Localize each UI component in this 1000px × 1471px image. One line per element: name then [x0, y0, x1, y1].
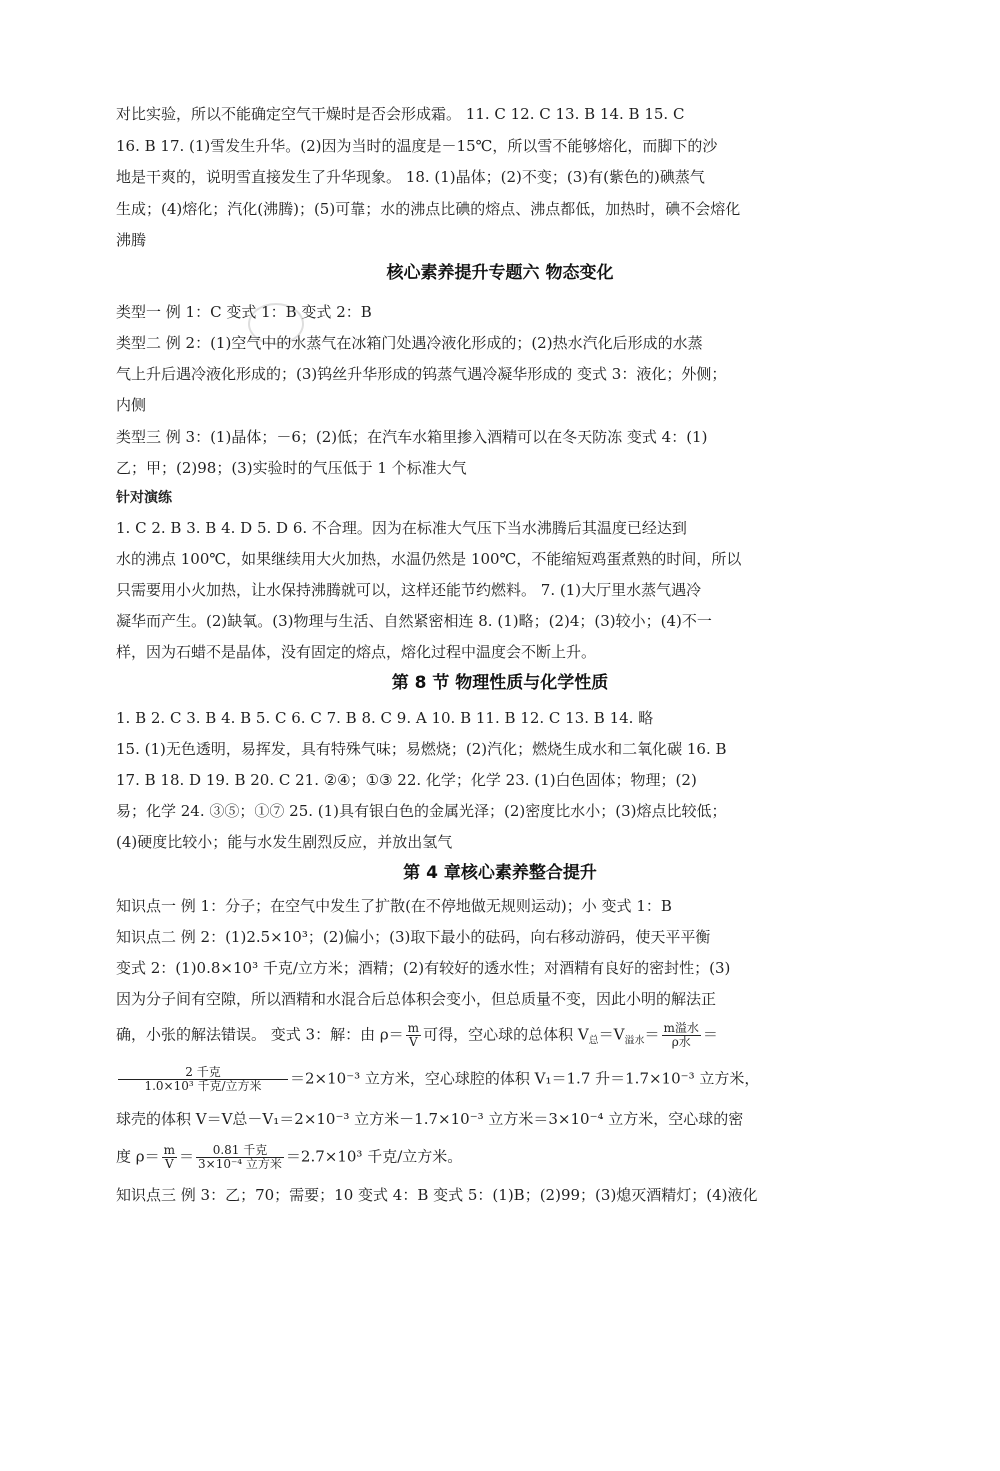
- text-line: 类型二 例 2：(1)空气中的水蒸气在冰箱门处遇冷液化形成的；(2)热水汽化后形成的水蒸: [116, 334, 703, 352]
- section-heading: 第 4 章核心素养整合提升: [403, 863, 597, 883]
- fraction: $\frac{\text{m溢水}}{\text{ρ水}}$: [663, 1021, 699, 1049]
- text-line: 1. B 2. C 3. B 4. B 5. C 6. C 7. B 8. C 9. A 10. B 11. B 12. C 13. B 14. 略: [116, 709, 654, 727]
- text-line: 变式 2：(1)0.8×10³ 千克/立方米；酒精；(2)有较好的透水性；对酒精有良好的密封性；(3): [116, 959, 731, 977]
- section-heading: 第 8 节 物理性质与化学性质: [391, 673, 609, 693]
- text-line: 水的沸点 100℃，如果继续用大火加热，水温仍然是 100℃，不能缩短鸡蛋煮熟的时间，所以: [116, 550, 742, 568]
- formula-line: $\frac{\text{2 千克}}{\text{1.0×10³ 千克/立方米}}$ ＝2×10⁻³ 立方米，空心球腔的体积 V₁＝1.7 升＝1.7×10⁻³ 立方米，: [116, 1066, 836, 1093]
- text-line: 生成；(4)熔化；汽化(沸腾)；(5)可靠；水的沸点比碘的熔点、沸点都低，加热时，碘不会熔化: [116, 200, 741, 218]
- text-line: 1. C 2. B 3. B 4. D 5. D 6. 不合理。因为在标准大气压下当水沸腾后其温度已经达到: [116, 519, 687, 537]
- text-line: 气上升后遇冷液化形成的；(3)钨丝升华形成的钨蒸气遇冷凝华形成的 变式 3：液化；外侧；: [116, 365, 727, 383]
- text-line: 知识点二 例 2：(1)2.5×10³；(2)偏小；(3)取下最小的砝码，向右移动游码，使天平平衡: [116, 928, 711, 946]
- fraction: $\frac{\text{2 千克}}{\text{1.0×10³ 千克/立方米}}$: [118, 1066, 288, 1093]
- text-line: 知识点一 例 1：分子；在空气中发生了扩散(在不停地做无规则运动)；小 变式 1：B: [116, 897, 672, 915]
- text-line: 16. B 17. (1)雪发生升华。(2)因为当时的温度是－15℃，所以雪不能够熔化，而脚下的沙: [116, 137, 718, 155]
- section-heading: 核心素养提升专题六 物态变化: [386, 263, 614, 283]
- text-line: 15. (1)无色透明，易挥发，具有特殊气味；易燃烧；(2)汽化；燃烧生成水和二氧化碳 16. B: [116, 740, 727, 758]
- text-line: 因为分子间有空隙，所以酒精和水混合后总体积会变小，但总质量不变，因此小明的解法正: [116, 990, 717, 1008]
- text-line: 对比实验，所以不能确定空气干燥时是否会形成霜。 11. C 12. C 13. B 14. B 15. C: [116, 105, 685, 123]
- subheading: 针对演练: [116, 490, 172, 506]
- text-line: 内侧: [116, 396, 147, 414]
- text-line: 易；化学 24. ③⑤；①⑦ 25. (1)具有银白色的金属光泽；(2)密度比水小；(3)熔点比较低；: [116, 802, 727, 820]
- text-line: (4)硬度比较小；能与水发生剧烈反应，并放出氢气: [116, 833, 453, 851]
- text-line: 17. B 18. D 19. B 20. C 21. ②④；①③ 22. 化学；化学 23. (1)白色固体；物理；(2): [116, 771, 697, 789]
- text-line: 只需要用小火加热，让水保持沸腾就可以，这样还能节约燃料。 7. (1)大厅里水蒸气遇冷: [116, 581, 702, 599]
- text-line: 知识点三 例 3：乙；70；需要；10 变式 4：B 变式 5：(1)B；(2)99；(3)熄灭酒精灯；(4)液化: [116, 1186, 758, 1204]
- text-line: 球壳的体积 V＝V总－V₁＝2×10⁻³ 立方米－1.7×10⁻³ 立方米＝3×10⁻⁴ 立方米，空心球的密: [116, 1110, 744, 1128]
- fraction: $\frac{\text{0.81 千克}}{\text{3×10⁻⁴ 立方米}}$: [198, 1143, 282, 1171]
- formula-line: 度 ρ＝ $\frac{m}{V}$ ＝ $\frac{\text{0.81 千克}}{\text{3×10⁻⁴ 立方米}}$ ＝2.7×10³ 千克/立方米。: [116, 1143, 463, 1171]
- text-line: 类型三 例 3：(1)晶体；－6；(2)低；在汽车水箱里掺入酒精可以在冬天防冻 变式 4：(1): [116, 428, 708, 446]
- text-line: 乙；甲；(2)98；(3)实验时的气压低于 1 个标准大气: [116, 459, 467, 477]
- text-line: 沸腾: [116, 231, 147, 249]
- text-line: 类型一 例 1：C 变式 1：B 变式 2：B: [116, 303, 372, 321]
- fraction: $\frac{m}{V}$: [407, 1021, 420, 1049]
- text-line: 凝华而产生。(2)缺氧。(3)物理与生活、自然紧密相连 8. (1)略；(2)4；(3)较小；(4)不一: [116, 612, 712, 630]
- text-line: 地是干爽的，说明雪直接发生了升华现象。 18. (1)晶体；(2)不变；(3)有(紫色的)碘蒸气: [116, 168, 705, 186]
- text-line: 样，因为石蜡不是晶体，没有固定的熔点，熔化过程中温度会不断上升。: [116, 643, 597, 661]
- formula-line: 确，小张的解法错误。 变式 3：解：由 ρ＝ $\frac{m}{V}$ 可得，空心球的总体积 $V_总=V_{溢水}=$ $\frac{\text{m溢水}}{\text{ρ水}}$ ＝: [116, 1021, 718, 1049]
- fraction: $\frac{m}{V}$: [163, 1143, 175, 1171]
